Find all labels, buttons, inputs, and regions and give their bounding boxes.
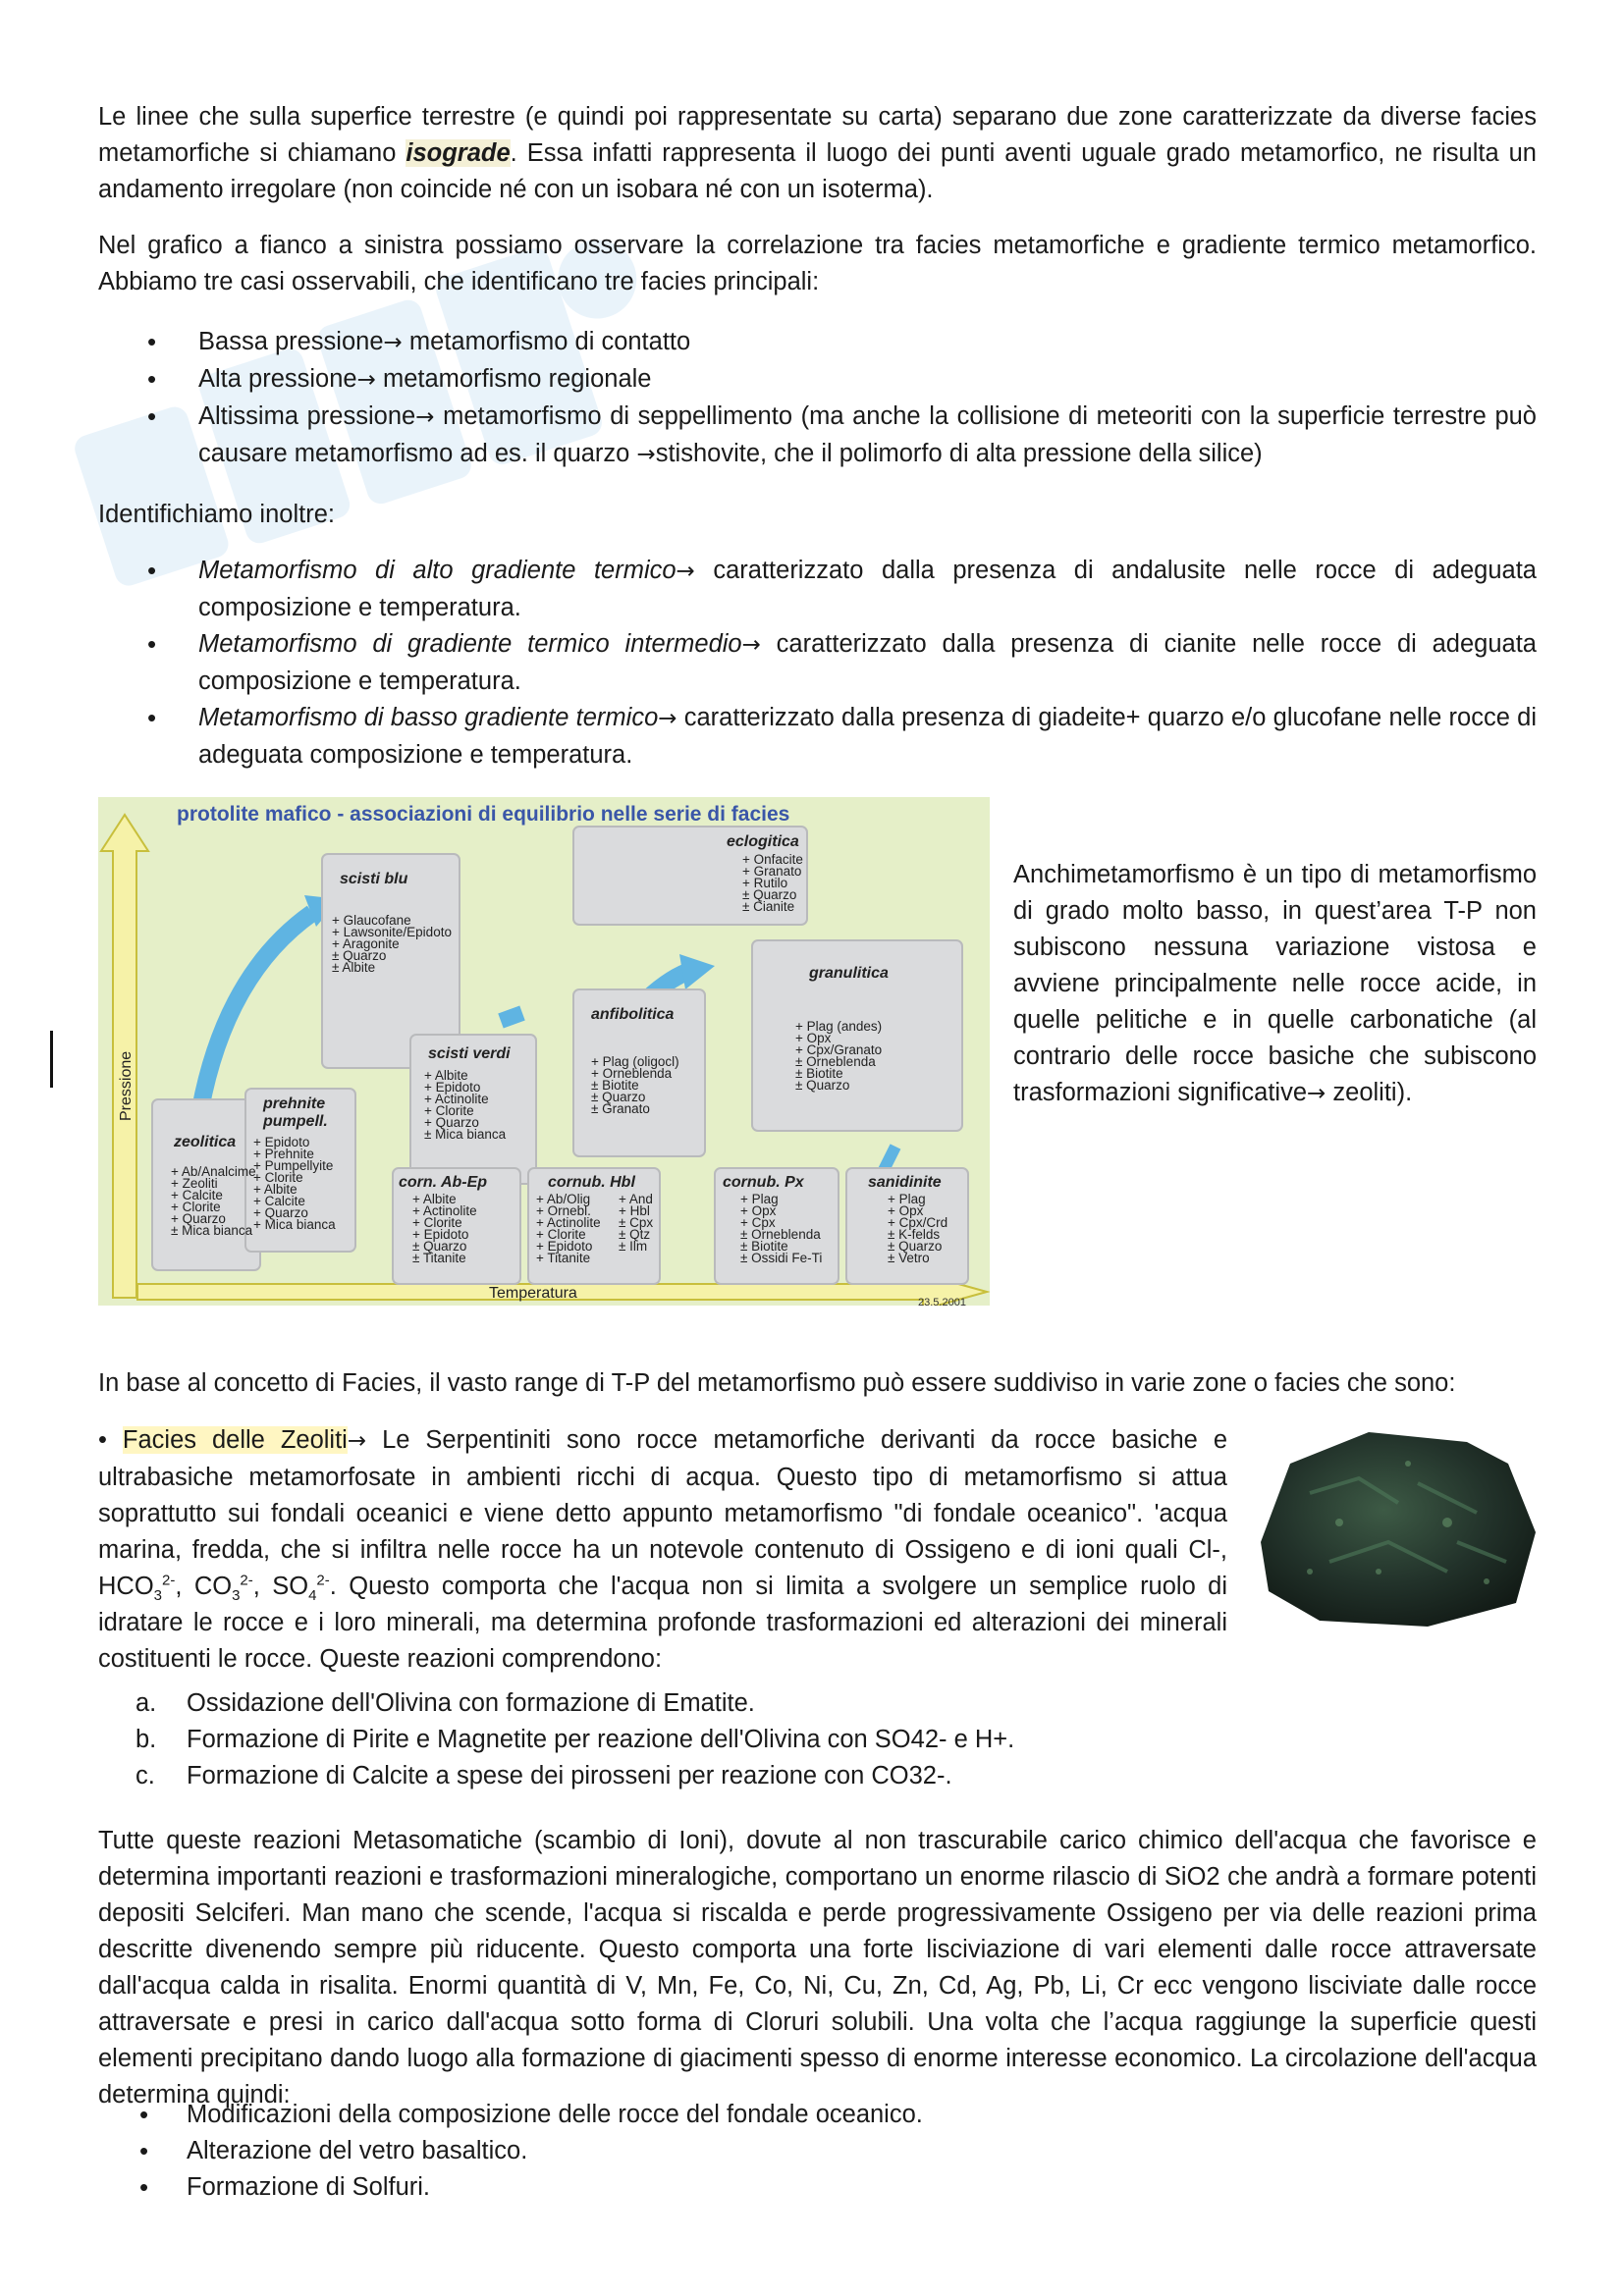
pressure-axis-label: Pressione [118, 1050, 135, 1121]
facies-name: eclogitica [727, 833, 799, 850]
facies-name: scisti blu [340, 871, 408, 887]
mineral-label: + Albite [424, 1068, 468, 1083]
mineral-label: + Actinolite [424, 1092, 489, 1106]
pressure-cases-list [98, 324, 1537, 473]
mineral-label: ± Orneblenda [740, 1227, 821, 1242]
text-cursor [50, 1031, 53, 1088]
zeoliti-heading: Facies delle Zeoliti [122, 1426, 348, 1454]
mineral-label: ± K-felds [888, 1227, 941, 1242]
list-item: b. Formazione di Pirite e Magnetite per reazione dell'Olivina con SO42- e H+. [135, 1726, 1015, 1753]
mineral-label: + Cpx/Granato [795, 1042, 883, 1057]
list-item: • Formazione di Solfuri. [98, 2169, 1537, 2206]
diagram-title: protolite mafico - associazioni di equilibrio nelle serie di facies [177, 803, 790, 826]
mineral-label: + Glaucofane [332, 913, 411, 928]
list-item: • Modificazioni della composizione delle rocce del fondale oceanico. [98, 2097, 1537, 2133]
list-item: • Metamorfismo di basso gradiente termico→ caratterizzato dalla presenza di giadeite+ quarzo e/o glucofane nelle rocce di adeguata composizione e temperatura. [98, 700, 1537, 774]
list-item: • Metamorfismo di gradiente termico intermedio→ caratterizzato dalla presenza di cianite nelle rocce di adeguata composizione e temperatura. [98, 626, 1537, 700]
mineral-label: + Plag [888, 1192, 926, 1206]
mineral-label: ± Biotite [795, 1066, 843, 1081]
arrow-icon: → [347, 1428, 367, 1454]
facies-name: sanidinite [868, 1174, 942, 1191]
mineral-label: + And [619, 1192, 653, 1206]
mineral-label: + Ab/Olig [536, 1192, 591, 1206]
identify-heading: Identifichiamo inoltre: [98, 501, 335, 528]
mineral-label: ± Ossidi Fe-Ti [740, 1251, 823, 1265]
intro-paragraph-isograde: Le linee che sulla superfice terrestre (e quindi poi rappresentate su carta) separano due zone caratterizzate da diverse facies metamorfiche si chiamano isograde. Essa infatti rappresenta il luogo dei punti aventi uguale grado metamorfico, ne risulta un andamento irregolare (non coincide né con un isobara né con un isoterma). [98, 103, 1537, 203]
mineral-label: + Prehnite [253, 1147, 314, 1161]
arrow-icon: → [356, 367, 376, 393]
facies-name: cornub. Px [723, 1174, 804, 1191]
arrow-icon: → [741, 632, 761, 658]
mineral-label: + Opx [740, 1203, 777, 1218]
arrow-icon: → [1307, 1081, 1326, 1106]
mineral-label: + Zeoliti [171, 1176, 218, 1191]
mineral-label: + Epidoto [253, 1135, 310, 1149]
facies-name: pumpell. [263, 1113, 328, 1130]
mineral-label: + Orneblenda [591, 1066, 673, 1081]
mineral-label: + Clorite [536, 1227, 586, 1242]
mineral-label: + Opx [888, 1203, 924, 1218]
mineral-label: + Cpx [740, 1215, 776, 1230]
mineral-label: + Clorite [412, 1215, 462, 1230]
mineral-label: + Calcite [253, 1194, 305, 1208]
mineral-label: + Ab/Analcime [171, 1164, 256, 1179]
bullet: • [98, 1426, 107, 1454]
mineral-label: + Epidoto [412, 1227, 469, 1242]
mineral-label: + Hbl [619, 1203, 650, 1218]
mineral-label: ± Cpx [619, 1215, 654, 1230]
mineral-label: ± Vetro [888, 1251, 930, 1265]
mineral-label: ± Quarzo [412, 1239, 467, 1254]
mineral-label: + Albite [412, 1192, 457, 1206]
list-item: • Alta pressione→ metamorfismo regionale [98, 361, 1537, 399]
zeoliti-section [98, 1422, 1227, 1678]
arrow-icon: → [636, 442, 656, 467]
facies-name: corn. Ab-Ep [399, 1174, 488, 1191]
mineral-label: + Opx [795, 1031, 832, 1045]
mineral-label: + Epidoto [536, 1239, 593, 1254]
mineral-label: ± Mica bianca [424, 1127, 507, 1142]
mineral-label: ± Quarzo [795, 1078, 850, 1093]
mineral-label: + Quarzo [171, 1211, 226, 1226]
list-item: c. Formazione di Calcite a spese dei pirosseni per reazione con CO32-. [135, 1762, 952, 1789]
mineral-label: ± Quarzo [591, 1090, 646, 1104]
mineral-label: + Clorite [171, 1200, 221, 1214]
temperature-axis-label: Temperatura [489, 1285, 577, 1302]
blue-arrow [501, 1013, 522, 1021]
mineral-label: ± Granato [591, 1101, 650, 1116]
mineral-label: + Actinolite [412, 1203, 477, 1218]
mineral-label: ± Quarzo [742, 887, 797, 902]
facies-name: granulitica [809, 965, 889, 982]
mineral-label: + Cpx/Crd [888, 1215, 948, 1230]
mineral-label: + Plag [740, 1192, 779, 1206]
mineral-label: + Rutilo [742, 876, 788, 890]
facies-intro-paragraph: In base al concetto di Facies, il vasto range di T-P del metamorfismo può essere suddiviso in varie zone o facies che sono: [98, 1369, 1456, 1397]
mineral-label: + Quarzo [424, 1115, 479, 1130]
arrow-icon: → [658, 706, 677, 731]
mineral-label: + Titanite [536, 1251, 591, 1265]
mineral-label: + Epidoto [424, 1080, 481, 1095]
arrow-icon: → [383, 330, 403, 355]
facies-name: prehnite [263, 1095, 326, 1112]
mineral-label: ± Mica bianca [171, 1223, 253, 1238]
gradient-list [98, 553, 1537, 774]
mineral-label: + Actinolite [536, 1215, 601, 1230]
rock-shape [1261, 1432, 1536, 1627]
reactions-list [98, 1685, 1537, 1794]
arrow-icon: → [676, 559, 695, 584]
list-item: • Altissima pressione→ metamorfismo di seppellimento (ma anche la collisione di meteoriti con la superficie terrestre può causare metamorfismo ad es. il quarzo →stishovite, che il polimorfo di alta pressione della silice) [98, 399, 1537, 473]
mineral-label: + Albite [253, 1182, 298, 1197]
mineral-label: + Plag (oligocl) [591, 1054, 679, 1069]
list-item: • Metamorfismo di alto gradiente termico→ caratterizzato dalla presenza di andalusite nelle rocce di adeguata composizione e temperatura. [98, 553, 1537, 626]
mineral-label: + Ornebl. [536, 1203, 591, 1218]
arrow-icon: → [415, 404, 435, 430]
mineral-label: ± Titanite [412, 1251, 466, 1265]
serpentinite-rock-image [1251, 1424, 1538, 1630]
list-item: • Bassa pressione→ metamorfismo di contatto [98, 324, 1537, 361]
mineral-label: + Clorite [253, 1170, 303, 1185]
facies-diagram [98, 797, 990, 1306]
mineral-label: + Granato [742, 864, 802, 879]
mineral-label: ± Biotite [740, 1239, 788, 1254]
intro-paragraph-facies: Nel grafico a fianco a sinistra possiamo osservare la correlazione tra facies metamorfiche e gradiente termico metamorfico. Abbiamo tre casi osservabili, che identificano tre facies principali: [98, 232, 1537, 295]
mineral-label: ± Ilm [619, 1239, 648, 1254]
metasomatic-paragraph: Tutte queste reazioni Metasomatiche (scambio di Ioni), dovute al non trascurabile carico chimico dell'acqua che favorisce e determina importanti reazioni e trasformazioni mineralogiche, comportano un enorme rilascio di SiO2 che andrà a formare potenti depositi Selciferi. Man mano che scende, l'acqua si riscalda e perde progressivamente Ossigeno per via delle reazioni prima descritte divenendo sempre più riducente. Questo comporta una forte lisciviazione di vari elementi dalle rocce attraversate dall'acqua calda in risalita. Enormi quantità di V, Mn, Fe, Co, Ni, Cu, Zn, Cd, Ag, Pb, Li, Cr ecc vengono lisciviate dalle rocce attraversate e presi in carico dall'acqua sotto forma di Cloruri solubili. Una volta che l’acqua raggiunge la superficie questi elementi precipitano dando luogo alla formazione di giacimenti spesso di enorme interesse economico. La circolazione dell'acqua determina quindi: [98, 1827, 1537, 2109]
mineral-label: + Calcite [171, 1188, 223, 1202]
list-item: a. Ossidazione dell'Olivina con formazione di Ematite. [135, 1689, 755, 1717]
mineral-label: ± Qtz [619, 1227, 651, 1242]
mineral-label: ± Quarzo [888, 1239, 943, 1254]
facies-name: anfibolitica [591, 1006, 675, 1023]
mineral-label: + Pumpellyite [253, 1158, 334, 1173]
mineral-label: + Onfacite [742, 852, 803, 867]
mineral-label: ± Quarzo [332, 948, 387, 963]
mineral-label: ± Orneblenda [795, 1054, 876, 1069]
mineral-label: ± Cianite [742, 899, 795, 914]
mineral-label: + Lawsonite/Epidoto [332, 925, 452, 939]
mineral-label: + Mica bianca [253, 1217, 336, 1232]
mineral-label: ± Albite [332, 960, 376, 975]
zeoliti-paragraph: • Facies delle Zeoliti→ Le Serpentiniti sono rocce metamorfiche derivanti da rocce basiche e ultrabasiche metamorfosate in ambienti ricchi di acqua. Questo tipo di metamorfismo si attua soprattutto sui fondali oceanici e viene detto appunto metamorfismo "di fondale oceanico". 'acqua marina, fredda, che si infiltra nelle rocce ha un notevole contenuto di Ossigeno e di ioni quali Cl-, $HCO_3^{2-}$, $CO_3^{2-}$, $SO_4^{2-}$. Questo comporta che l'acqua non si limita a svolgere un semplice ruolo di idratare le rocce e i loro minerali, ma determina profonde trasformazioni ed alterazioni dei minerali costituenti le rocce. Queste reazioni comprendono: [98, 1426, 1227, 1673]
facies-name: scisti verdi [428, 1045, 511, 1062]
mineral-label: + Clorite [424, 1103, 474, 1118]
diagram-footnote: 23.5.2001 [918, 1297, 966, 1306]
effects-list [98, 2097, 1537, 2206]
list-item: • Alterazione del vetro basaltico. [98, 2133, 1537, 2169]
mineral-label: + Quarzo [253, 1205, 308, 1220]
mineral-label: + Plag (andes) [795, 1019, 883, 1034]
mineral-label: ± Biotite [591, 1078, 639, 1093]
facies-name: zeolitica [174, 1134, 237, 1150]
anchimetamorfismo-paragraph: Anchimetamorfismo è un tipo di metamorfismo di grado molto basso, in quest’area T-P non subiscono nessuna variazione vistosa e avviene principalmente nelle rocce acide, in quelle pelitiche e in quelle carbonatiche (al contrario delle rocce basiche che subiscono trasformazioni significative→ zeoliti). [1013, 861, 1537, 1106]
mineral-label: + Aragonite [332, 936, 400, 951]
facies-name: cornub. Hbl [548, 1174, 635, 1191]
term-isograde: isograde [406, 139, 511, 167]
